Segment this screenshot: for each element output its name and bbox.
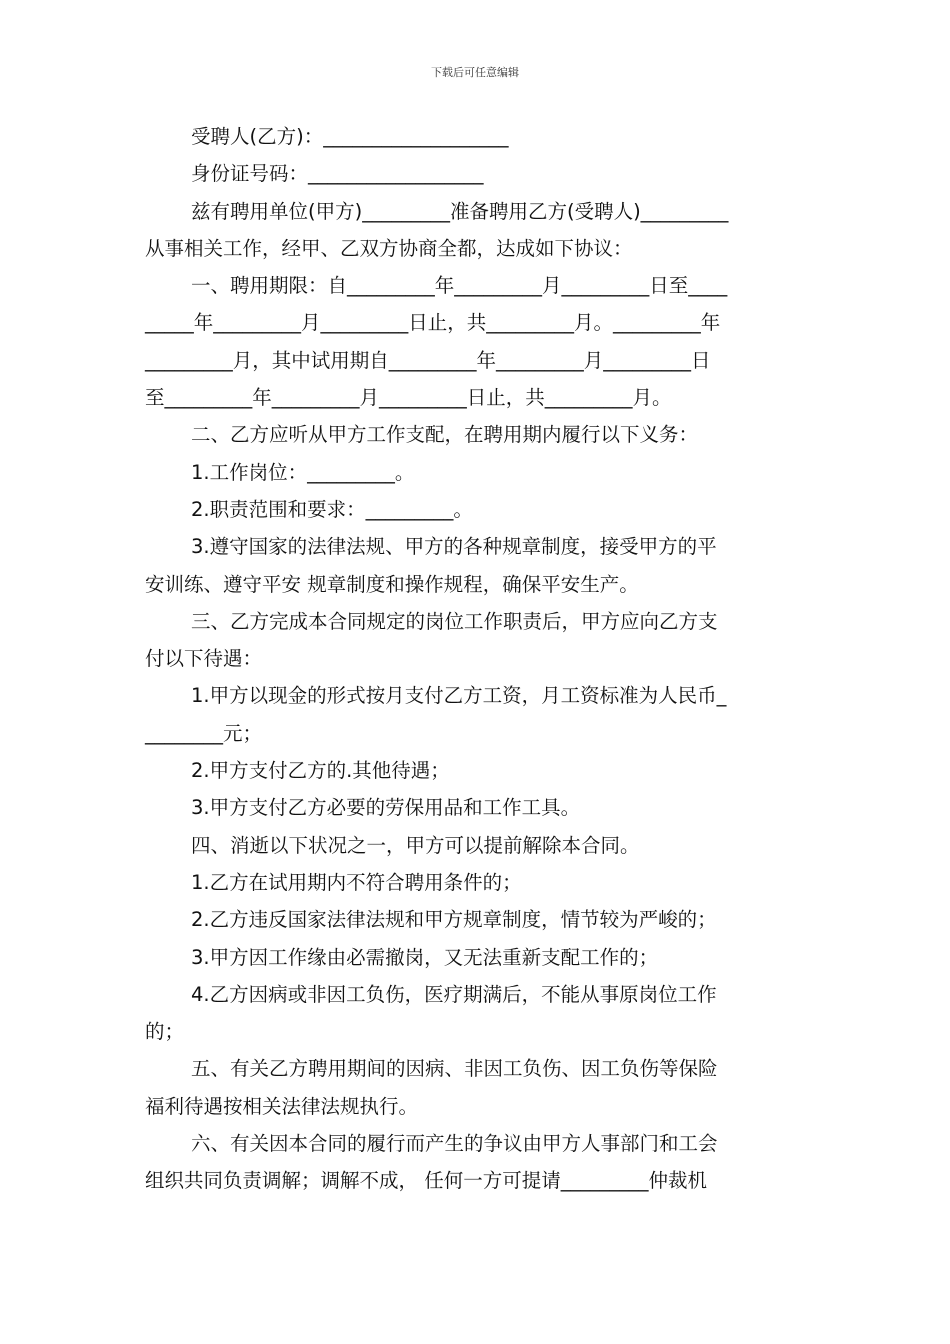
text-line: 二、乙方应听从甲方工作支配，在聘用期内履行以下义务： [191, 423, 699, 447]
text-line: _________月，其中试用期自_________年_________月_________日 [145, 348, 711, 372]
text-line: 3.甲方支付乙方必要的劳保用品和工作工具。 [191, 796, 581, 820]
text-line: 组织共同负责调解；调解不成， 任何一方可提请_________仲裁机 [145, 1169, 707, 1193]
text-line: 2.乙方违反国家法律法规和甲方规章制度，情节较为严峻的； [191, 908, 717, 932]
text-line: 五、有关乙方聘用期间的因病、非因工负伤、因工负伤等保险 [191, 1057, 718, 1081]
text-line: 兹有聘用单位(甲方)_________准备聘用乙方(受聘人)_________ [191, 199, 729, 223]
text-line: 2.甲方支付乙方的.其他待遇； [191, 759, 450, 783]
text-line: ________元； [145, 721, 263, 745]
text-line: 1.甲方以现金的形式按月支付乙方工资，月工资标准为人民币_ [191, 684, 727, 708]
text-line: 至_________年_________月_________日止，共_________月。 [145, 386, 672, 410]
text-line: 四、消逝以下状况之一，甲方可以提前解除本合同。 [191, 833, 640, 857]
text-line: 从事相关工作，经甲、乙双方协商全都，达成如下协议： [145, 236, 633, 260]
text-line: _____年_________月_________日止，共_________月。_________年 [145, 311, 721, 335]
text-line: 4.乙方因病或非因工负伤，医疗期满后，不能从事原岗位工作 [191, 982, 717, 1006]
text-line: 六、有关因本合同的履行而产生的争议由甲方人事部门和工会 [191, 1132, 718, 1156]
text-line: 福利待遇按相关法律法规执行。 [145, 1094, 419, 1118]
text-line: 受聘人(乙方)：___________________ [191, 125, 509, 148]
text-line: 2.职责范围和要求：_________。 [191, 497, 473, 521]
text-line: 的； [145, 1020, 185, 1044]
text-line: 1.工作岗位：_________。 [191, 460, 415, 484]
text-line: 身份证号码：__________________ [191, 162, 484, 186]
text-line: 付以下待遇： [145, 647, 263, 671]
text-line: 安训练、遵守平安 规章制度和操作规程，确保平安生产。 [145, 572, 639, 596]
text-line: 三、乙方完成本合同规定的岗位工作职责后，甲方应向乙方支 [191, 609, 718, 633]
text-line: 1.乙方在试用期内不符合聘用条件的； [191, 870, 522, 894]
page-header: 下载后可任意编辑 [431, 66, 519, 79]
text-line: 3.遵守国家的法律法规、甲方的各种规章制度，接受甲方的平 [191, 535, 717, 559]
contract-body [145, 118, 810, 1200]
text-line: 3.甲方因工作缘由必需撤岗，又无法重新支配工作的； [191, 945, 659, 969]
text-line: 一、聘用期限：自_________年_________月_________日至____ [191, 274, 728, 298]
